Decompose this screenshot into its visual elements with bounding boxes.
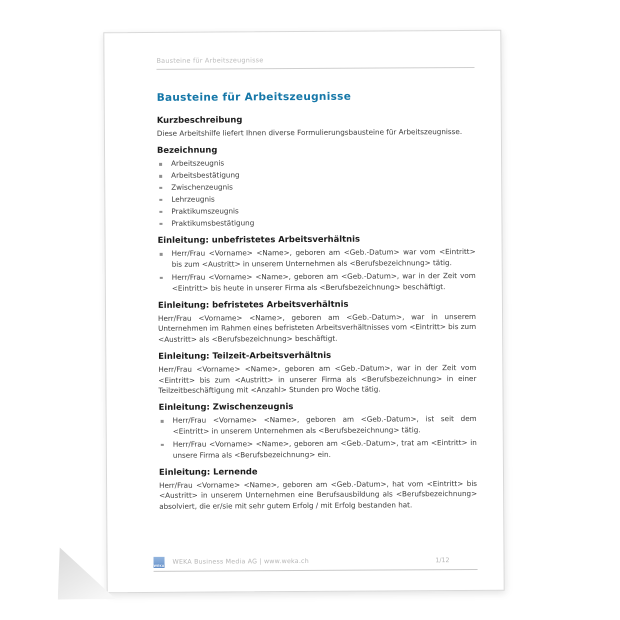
section-einleitung-befristet bbox=[158, 298, 476, 345]
bullet-icon bbox=[159, 222, 162, 225]
section-kurzbeschreibung bbox=[157, 113, 475, 139]
list-item-text: Praktikumszeugnis bbox=[171, 206, 239, 216]
list-item-text: Zwischenzeugnis bbox=[171, 182, 233, 193]
section-heading: Einleitung: befristetes Arbeitsverhältnis bbox=[157, 298, 349, 310]
list-item-text: Herr/Frau <Vorname> <Name>, geboren am <Geb.-Datum> war vom <Eintritt> bis zum <Austritt> in unserem Unternehmen als <Berufsbezeichnung> tätig. bbox=[171, 247, 476, 269]
section-einleitung-unbefristet bbox=[158, 233, 476, 294]
bullet-list bbox=[159, 414, 477, 461]
footer-company-text: WEKA Business Media AG | www.weka.ch bbox=[172, 557, 309, 566]
bullet-icon bbox=[161, 444, 164, 447]
section-heading: Einleitung: Lernende bbox=[158, 466, 258, 477]
bullet-icon bbox=[159, 187, 162, 190]
section-heading: Einleitung: unbefristetes Arbeitsverhältnis bbox=[157, 234, 360, 246]
list-item-text: Herr/Frau <Vorname> <Name>, geboren am <Geb.-Datum>, war in der Zeit vom <Eintritt> bis heute in unserer Firma als <Berufsbezeichnung> beschäftigt. bbox=[171, 271, 476, 293]
section-einleitung-lernende bbox=[159, 465, 477, 512]
list-item bbox=[158, 271, 476, 294]
bullet-icon bbox=[159, 175, 162, 178]
bullet-icon bbox=[159, 199, 162, 202]
list-item bbox=[157, 217, 475, 229]
section-paragraph: Herr/Frau <Vorname> <Name>, geboren am <Geb.-Datum>, war in unserem Unternehmen im Rahmen eines befristeten Arbeitsverhältnisses vom <Eintritt> bis zum <Austritt> als <Berufsbezeichnung> beschäftigt. bbox=[158, 311, 477, 344]
section-heading: Kurzbeschreibung bbox=[156, 114, 243, 125]
weka-logo-icon bbox=[153, 557, 164, 568]
document-page bbox=[103, 30, 504, 593]
list-item-text: Praktikumsbestätigung bbox=[171, 218, 255, 228]
bullet-icon bbox=[161, 420, 164, 423]
bullet-icon bbox=[159, 210, 162, 213]
section-einleitung-teilzeit bbox=[158, 349, 476, 396]
section-einleitung-zwischenzeugnis bbox=[159, 400, 477, 461]
bullet-list bbox=[158, 247, 476, 294]
list-item bbox=[159, 438, 477, 461]
page-content bbox=[104, 31, 503, 592]
section-paragraph: Herr/Frau <Vorname> <Name>, geboren am <Geb.-Datum>, war in der Zeit vom <Eintritt> bis zum <Austritt> in unserer Firma als <Berufsbezeichnung> in einer Teilzeitbeschäftigung mit <Anzahl> Stunden pro Woche tätig. bbox=[158, 363, 477, 395]
list-item bbox=[157, 193, 475, 205]
list-item-text: Herr/Frau <Vorname> <Name>, geboren am <Geb.-Datum>, trat am <Eintritt> in unsere Firma als <Berufsbezeichnung> ein. bbox=[172, 438, 477, 460]
section-bezeichnung bbox=[157, 143, 476, 229]
bullet-icon bbox=[160, 277, 163, 280]
weka-logo-text: WEKA bbox=[153, 563, 165, 568]
list-item-text: Arbeitszeugnis bbox=[171, 158, 225, 169]
bullet-icon bbox=[159, 163, 162, 166]
page-footer bbox=[153, 555, 477, 572]
list-item bbox=[157, 181, 475, 193]
list-item bbox=[159, 414, 477, 437]
list-item-text: Lehrzeugnis bbox=[171, 194, 215, 204]
section-heading: Einleitung: Zwischenzeugnis bbox=[158, 401, 294, 413]
section-paragraph: Diese Arbeitshilfe liefert Ihnen diverse Formulierungsbausteine für Arbeitszeugnisse. bbox=[156, 127, 463, 138]
section-heading: Bezeichnung bbox=[156, 144, 218, 156]
footer-row bbox=[153, 555, 477, 572]
page-number: 1/12 bbox=[435, 557, 450, 565]
list-item bbox=[157, 205, 475, 217]
list-item bbox=[157, 169, 475, 181]
section-heading: Einleitung: Teilzeit-Arbeitsverhältnis bbox=[158, 350, 332, 362]
running-header bbox=[156, 55, 474, 70]
section-paragraph: Herr/Frau <Vorname> <Name>, geboren am <Geb.-Datum>, hat vom <Eintritt> bis <Austritt> in unserem Unternehmen eine Berufsausbildung als <Berufsbezeichnung> absolviert, die er/sie mit sehr gutem Erfolg / mit Erfolg bestanden hat. bbox=[159, 478, 478, 511]
page-title: Bausteine für Arbeitszeugnisse bbox=[156, 90, 352, 104]
list-item bbox=[158, 247, 476, 270]
list-item-text: Herr/Frau <Vorname> <Name>, geboren am <Geb.-Datum>, ist seit dem <Eintritt> in unserem Unternehmen als <Berufsbezeichnung> tätig. bbox=[172, 414, 477, 436]
bullet-list bbox=[157, 157, 475, 229]
list-item bbox=[157, 157, 475, 169]
running-header-text: Bausteine für Arbeitszeugnisse bbox=[156, 56, 264, 65]
bullet-icon bbox=[160, 253, 163, 256]
list-item-text: Arbeitsbestätigung bbox=[171, 170, 240, 181]
